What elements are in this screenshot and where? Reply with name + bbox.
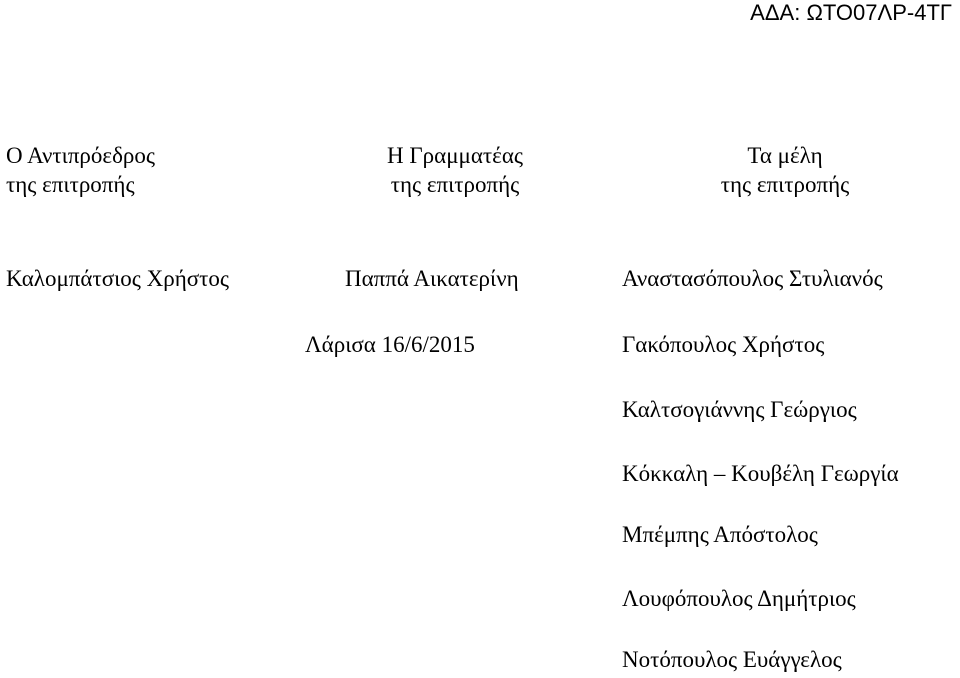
member-name: Λουφόπουλος Δημήτριος [622,586,856,611]
member-name: Μπέμπης Απόστολος [622,522,818,547]
secretary-name: Παππά Αικατερίνη [345,266,519,291]
member-name: Καλτσογιάννης Γεώργιος [622,397,857,422]
place-date: Λάρισα 16/6/2015 [305,332,475,357]
member-name: Νοτόπουλος Ευάγγελος [622,647,842,672]
member-name: Αναστασόπουλος Στυλιανός [622,266,883,291]
members-title: Τα μέλη [747,143,823,168]
member-name: Κόκκαλη – Κουβέλη Γεωργία [622,461,899,486]
secretary-committee: της επιτροπής [390,172,520,197]
vice-president-name: Καλομπάτσιος Χρήστος [6,266,230,291]
member-name: Γακόπουλος Χρήστος [622,332,825,357]
secretary-title: Η Γραμματέας [387,143,523,168]
ada-label: ΑΔΑ: ΩΤΟ07ΛΡ-4ΤΓ [750,0,952,25]
members-committee: της επιτροπής [720,172,850,197]
vice-president-committee: της επιτροπής [6,172,135,197]
vice-president-title: Ο Αντιπρόεδρος [6,143,155,168]
